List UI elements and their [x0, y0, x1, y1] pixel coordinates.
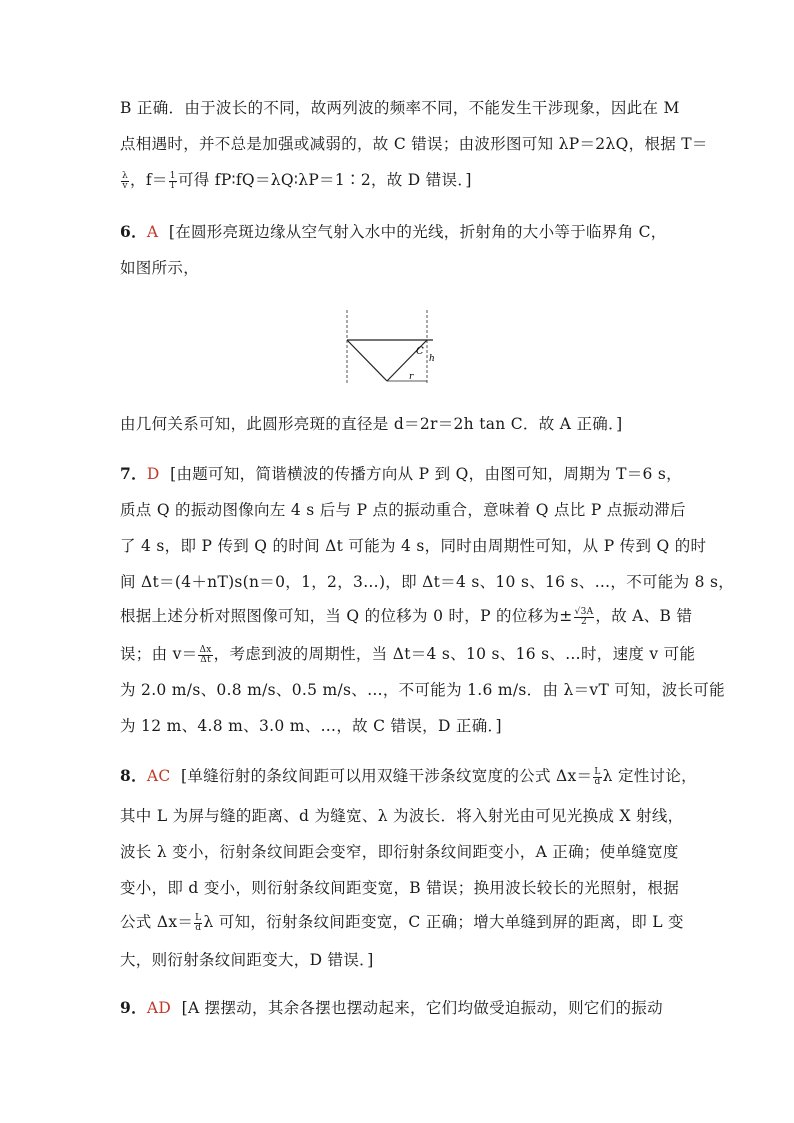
- text-line: 了 4 s，即 P 传到 Q 的时间 Δt 可能为 4 s，同时由周期性可知，从 P 传到 Q 的时: [120, 537, 707, 555]
- question-number: 8．: [120, 766, 147, 785]
- fraction: $\frac{L}{d}$: [195, 912, 202, 933]
- fraction: $\frac{\lambda}{v}$: [122, 170, 129, 191]
- text-line: [120, 170, 680, 191]
- label-r: r: [409, 372, 414, 382]
- text-line: 波长 λ 变小，衍射条纹间距会变窄，即衍射条纹间距变小，A 正确；使单缝宽度: [120, 843, 679, 861]
- fraction: $\frac{L}{d}$: [594, 766, 601, 787]
- text-line: 为 2.0 m/s、0.8 m/s、0.5 m/s、…，不可能为 1.6 m/s．由 λ＝vT 可知，波长可能: [120, 681, 725, 699]
- question-number: 7．: [120, 464, 147, 483]
- text-line: 其中 L 为屏与缝的距离、d 为缝宽、λ 为波长．将入射光由可见光换成 X 射线，: [120, 807, 684, 825]
- fraction: $\frac{√3A}{2}$: [574, 606, 594, 627]
- text-line: [A 摆摆动，其余各摆也摆动起来，它们均做受迫振动，则它们的振动: [181, 999, 663, 1017]
- answer-label: AD: [146, 999, 172, 1017]
- label-h: h: [429, 354, 435, 364]
- question-9: [120, 998, 680, 1018]
- text-line: 大，则衍射条纹间距变大，D 错误．]: [120, 951, 374, 969]
- text-line: B 正确．由于波长的不同，故两列波的频率不同，不能发生干涉现象，因此在 M: [120, 99, 680, 117]
- text-line: 如图所示，: [120, 259, 200, 277]
- text-line: 公式 Δx＝ $\frac{L}{d}$ λ 可知，衍射条纹间距变宽，C 正确；增大单缝到屏的距离，即 L 变: [120, 912, 684, 933]
- text-line: [在圆形亮斑边缘从空气射入水中的光线，折射角的大小等于临界角 C，: [168, 223, 667, 241]
- text-line: ，f＝: [130, 171, 168, 189]
- label-C: C: [416, 346, 424, 357]
- question-8: 8．AC [单缝衍射的条纹间距可以用双缝干涉条纹宽度的公式 Δx＝ $\frac{L}{d}$ λ 定性讨论，: [120, 766, 697, 787]
- text-line: 间 Δt＝(4＋nT)s(n＝0，1，2，3…)，即 Δt＝4 s、10 s、16 s、…，不可能为 8 s，: [120, 573, 735, 591]
- text-line: 点相遇时，并不总是加强或减弱的，故 C 错误；由波形图可知 λP＝2λQ，根据 T＝: [120, 135, 708, 153]
- text-line: 变小，即 d 变小，则衍射条纹间距变宽，B 错误；换用波长较长的光照射，根据: [120, 879, 679, 897]
- geometry-figure: [343, 307, 435, 385]
- text-line: 可得 fP∶fQ＝λQ∶λP＝1∶2，故 D 错误．]: [177, 171, 472, 189]
- answer-label: AC: [146, 767, 171, 785]
- question-number: 6．: [120, 222, 147, 241]
- question-7: [120, 464, 680, 484]
- text-line: 由几何关系可知，此圆形亮斑的直径是 d＝2r＝2h tan C．故 A 正确．]: [120, 415, 623, 433]
- fraction: $\frac{1}{T}$: [169, 170, 176, 191]
- answer-label: A: [146, 223, 159, 241]
- text-line: [由题可知，简谐横波的传播方向从 P 到 Q，由图可知，周期为 T＝6 s，: [170, 465, 682, 483]
- text-line: 根据上述分析对照图像可知，当 Q 的位移为 0 时，P 的位移为± $\frac{√3A}{2}$ ，故 A、B 错: [120, 606, 693, 627]
- text-line: 误；由 v＝ $\frac{\Delta x}{\Delta t}$ ，考虑到波的周期性，当 Δt＝4 s、10 s、16 s、…时，速度 v 可能: [120, 644, 696, 665]
- fraction: $\frac{\Delta x}{\Delta t}$: [199, 644, 212, 665]
- text-line: 为 12 m、4.8 m、3.0 m、…，故 C 错误，D 正确．]: [120, 717, 502, 735]
- question-6: [120, 222, 680, 242]
- answer-label: D: [146, 465, 160, 483]
- question-number: 9．: [120, 998, 147, 1017]
- text-line: 质点 Q 的振动图像向左 4 s 后与 P 点的振动重合，意味着 Q 点比 P 点振动滞后: [120, 501, 686, 519]
